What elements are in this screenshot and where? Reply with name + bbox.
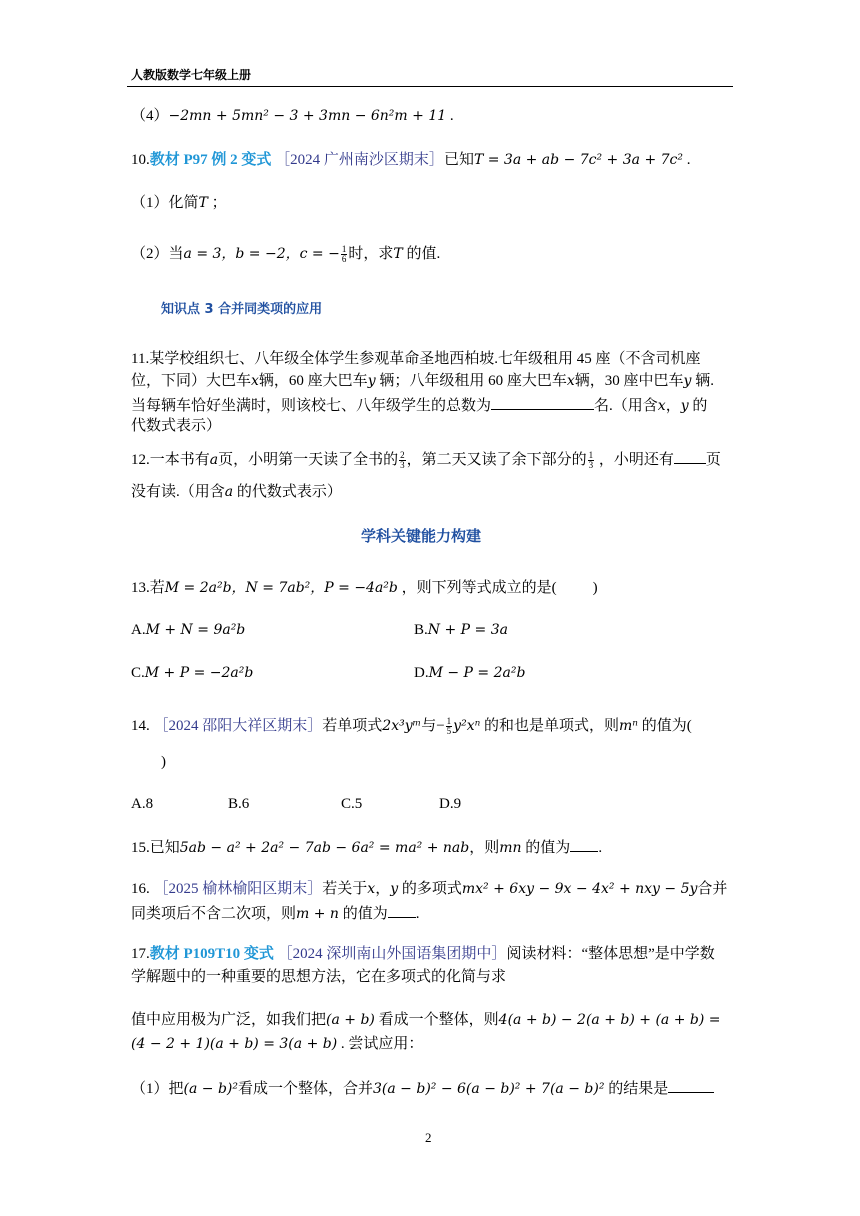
option-label: D. [414,665,429,681]
text: 阅读材料：“整体思想”是中学数 [506,946,715,962]
text: 的值为 [338,906,388,922]
text: . 尝试应用： [337,1036,424,1052]
math-expression: 5ab − a² + 2a² − 7ab − 6a² = ma² + nab [179,840,470,856]
question-17-line-4 [131,1034,423,1054]
text: 合并 [697,881,728,897]
question-13-stem [131,578,598,598]
question-15 [131,836,602,858]
text: 12.一本书有 [131,452,210,468]
text: 的值为( [637,718,692,734]
polynomial: mx² + 6xy − 9x − 4x² + nxy − 5y [461,881,698,897]
fraction-one-fifth [446,717,453,736]
text: 辆，60 座大巴车 [258,373,368,389]
variable: y [683,373,692,389]
text: ， [375,881,391,897]
question-14-option-b[interactable]: B.6 [228,796,250,812]
text: 页 [705,452,721,468]
text: （1）把 [131,1081,184,1097]
text: . [598,840,603,856]
power-expression: mⁿ [619,718,638,734]
variable: T [393,246,403,262]
variable: x [566,373,575,389]
variable: a [224,484,234,500]
question-number: 10. [131,152,150,168]
question-17-part-1 [131,1077,714,1099]
question-10-part-2 [131,244,440,264]
question-11-line-4: 代数式表示） [131,418,222,434]
text: 看成一个整体，合并 [238,1081,374,1097]
text: 辆，30 座中巴车 [574,373,684,389]
part-label: （4） [131,108,169,124]
fraction-one-third [588,451,595,470]
fraction-denominator: 5 [446,726,452,737]
text: 同类项后不含二次项，则 [131,906,297,922]
monomial: y²xⁿ [453,718,481,734]
question-12-line-2 [131,482,342,502]
option-label: B. [414,622,428,638]
question-16-line-2 [131,902,419,924]
question-17-line-1 [131,944,715,964]
text: 15.已知 [131,840,180,856]
period: . [682,152,691,168]
monomial: 2x³yᵐ [382,718,422,734]
fraction-denominator: 6 [341,254,347,265]
math-expression: −2mn + 5mn² − 3 + 3mn − 6n²m + 11 [168,108,447,124]
math-expression: T = 3a + ab − 7c² + 3a + 7c² [473,152,683,168]
question-number: 14. [131,718,154,734]
header-divider [127,86,733,87]
text: 的结果是 [604,1081,669,1097]
text: ， [665,398,681,414]
text: 若单项式 [322,718,383,734]
option-expression: M + N = 9a²b [145,622,246,638]
text: ) [592,580,598,596]
variable: T [198,195,208,211]
variable: y [367,373,376,389]
text: 若关于 [322,881,368,897]
variable: a [209,452,219,468]
question-17-line-3 [131,1010,721,1030]
text: 的代数式表示） [233,484,342,500]
fraction-numerator: 1 [588,450,594,461]
answer-blank[interactable] [388,902,416,918]
question-12-line-1 [131,448,721,470]
textbook-reference-tag: 教材 P109T10 变式 [149,946,274,962]
source-tag: ［2024 广州南沙区期末］ [275,152,444,168]
question-14-bracket-close[interactable]: ) [161,754,166,770]
fraction [341,245,348,264]
question-13-option-c[interactable] [131,663,253,683]
text: 的和也是单项式，则 [480,718,620,734]
math-expression: (a + b) [326,1012,375,1028]
fraction-two-thirds [399,451,406,470]
question-14-option-d[interactable]: D.9 [439,796,462,812]
text: 的 [688,398,708,414]
text: ，则 [469,840,500,856]
option-expression: N + P = 3a [427,622,508,638]
question-text-end: 的值. [402,246,441,262]
answer-blank[interactable] [668,1077,714,1093]
text: 页，小明第一天读了全书的 [218,452,399,468]
question-14-option-c[interactable]: C.5 [341,796,363,812]
source-tag: ［2024 深圳南山外国语集团期中］ [277,946,507,962]
fraction-denominator: 3 [588,460,594,471]
variable: x [367,881,376,897]
answer-blank[interactable] [674,448,706,464]
text: 位，下同）大巴车 [131,373,252,389]
question-number: 17. [131,946,150,962]
question-10-part-1 [131,193,227,213]
text: 名.（用含 [594,398,658,414]
math-expression: m + n [296,906,339,922]
answer-blank[interactable] [491,394,594,410]
text: ，则下列等式成立的是( [397,580,557,596]
part-label: （2）当 [131,246,184,262]
text: 当每辆车恰好坐满时，则该校七、八年级学生的总数为 [131,398,492,414]
question-11-line-1: 11.某学校组织七、八年级全体学生参观革命圣地西柏坡.七年级租用 45 座（不含司机座 [131,351,701,367]
fraction-denominator: 3 [400,460,405,471]
section-heading-knowledge-point-3: 知识点 3 合并同类项的应用 [161,302,323,317]
variable: y [680,398,689,414]
section-heading-key-abilities: 学科关键能力构建 [361,527,482,545]
question-text: 已知 [443,152,474,168]
text: 看成一个整体，则 [374,1012,499,1028]
fraction-numerator: 2 [400,450,405,461]
document-header-title: 人教版数学七年级上册 [131,68,252,82]
answer-blank[interactable] [570,836,598,852]
option-expression: M + P = −2a²b [144,665,254,681]
question-13-option-b[interactable] [414,620,508,640]
question-9-part-4 [131,106,454,126]
text: 值中应用极为广泛，如我们把 [131,1012,327,1028]
given-values: a = 3，b = −2，c = − [183,246,340,262]
question-13-option-a[interactable] [131,620,245,640]
source-tag: ［2024 邵阳大祥区期末］ [153,718,323,734]
text: ，小明还有 [595,452,674,468]
question-14-option-a[interactable]: A.8 [131,796,154,812]
question-11-line-3 [131,394,707,416]
question-number: 16. [131,881,154,897]
fraction-numerator: 1 [446,716,452,727]
variable: x [657,398,666,414]
text: 的值为 [521,840,571,856]
text: 辆. [691,373,714,389]
text: 的多项式 [398,881,462,897]
variable: y [390,881,399,897]
text: 辆；八年级租用 60 座大巴车 [375,373,567,389]
variable: mn [499,840,522,856]
period: . [446,108,454,124]
page-number: 2 [425,1130,432,1145]
fraction-numerator: 1 [341,244,347,255]
variable: x [251,373,259,389]
part-label: （1）化简 [131,195,199,211]
math-expression: 3(a − b)² − 6(a − b)² + 7(a − b)² [373,1081,605,1097]
math-expression: 4(a + b) − 2(a + b) + (a + b) = [498,1012,721,1028]
question-13-option-d[interactable] [414,663,525,683]
question-11-line-2 [131,371,714,391]
question-text: 时，求 [348,246,394,262]
punctuation: ； [207,195,227,211]
math-expression: M = 2a²b，N = 7ab²，P = −4a²b [164,580,398,596]
option-expression: M − P = 2a²b [428,665,526,681]
text: ，第二天又读了余下部分的 [406,452,587,468]
text: . [415,906,420,922]
option-label: C. [131,665,145,681]
option-label: A. [131,622,146,638]
question-17-line-2: 学解题中的一种重要的思想方法，它在多项式的化简与求 [131,969,507,985]
text: 与− [421,718,445,734]
math-expression: (4 − 2 + 1)(a + b) = 3(a + b) [131,1036,338,1052]
text: 没有读.（用含 [131,484,225,500]
question-14-stem [131,716,692,736]
textbook-reference-tag: 教材 P97 例 2 变式 [149,152,272,168]
question-10 [131,150,690,170]
math-expression: (a − b)² [183,1081,238,1097]
question-16-line-1 [131,879,727,899]
source-tag: ［2025 榆林榆阳区期末］ [153,881,323,897]
text: 13.若 [131,580,165,596]
